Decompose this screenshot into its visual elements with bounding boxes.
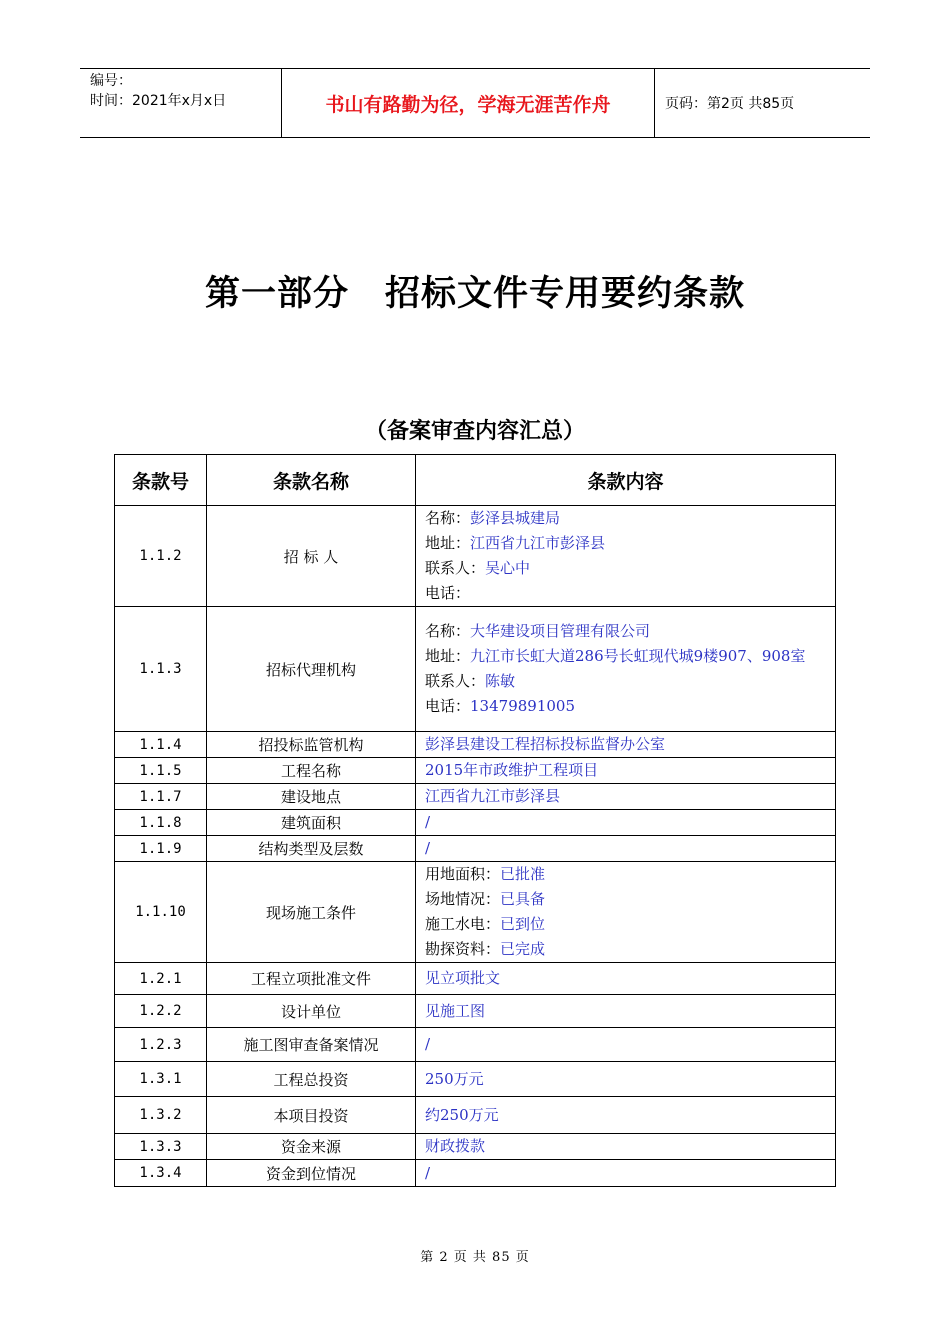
- table-row: [115, 758, 836, 784]
- content-value: /: [425, 1035, 431, 1053]
- content-label: 联系人：: [425, 559, 486, 577]
- clause-content: [416, 836, 836, 862]
- content-line: [425, 694, 827, 719]
- content-label: 电话：: [425, 697, 471, 715]
- clause-number: 1.1.9: [115, 836, 207, 862]
- content-value: 彭泽县城建局: [470, 509, 561, 527]
- number-label: 编号：: [90, 73, 132, 89]
- clause-number: 1.3.4: [115, 1160, 207, 1187]
- clause-name: 资金来源: [207, 1134, 416, 1160]
- table-row: [115, 784, 836, 810]
- content-line: [425, 732, 827, 757]
- content-label: 地址：: [425, 534, 471, 552]
- header-meta: [80, 69, 282, 137]
- clause-content: [416, 1097, 836, 1134]
- clause-number: 1.2.3: [115, 1028, 207, 1062]
- clause-name: 资金到位情况: [207, 1160, 416, 1187]
- table-row: [115, 836, 836, 862]
- content-line: [425, 1032, 827, 1057]
- table-body: [115, 506, 836, 1187]
- clause-name: 工程名称: [207, 758, 416, 784]
- content-value: 九江市长虹大道286号长虹现代城9楼907、908室: [470, 647, 806, 665]
- content-line: [425, 556, 827, 581]
- clause-number: 1.1.2: [115, 506, 207, 607]
- column-header-number: 条款号: [115, 455, 207, 506]
- clause-name: 现场施工条件: [207, 862, 416, 963]
- content-line: [425, 644, 827, 669]
- content-line: [425, 887, 827, 912]
- column-header-name: 条款名称: [207, 455, 416, 506]
- document-title: 第一部分 招标文件专用要约条款: [204, 274, 745, 314]
- content-value: 见立项批文: [425, 969, 501, 987]
- content-value: 江西省九江市彭泽县: [470, 534, 606, 552]
- content-line: [425, 784, 827, 809]
- table-row: [115, 1134, 836, 1160]
- content-line: [425, 862, 827, 887]
- content-line: [425, 1134, 827, 1159]
- content-value: 吴心中: [485, 559, 531, 577]
- clause-name: 设计单位: [207, 995, 416, 1028]
- clause-content: [416, 1028, 836, 1062]
- table-row: [115, 995, 836, 1028]
- content-value: 已批准: [500, 865, 546, 883]
- clause-content: [416, 506, 836, 607]
- content-label: 名称：: [425, 509, 471, 527]
- table-row: [115, 1097, 836, 1134]
- clause-content: [416, 1160, 836, 1187]
- clause-number: 1.1.5: [115, 758, 207, 784]
- clause-content: [416, 1062, 836, 1097]
- clause-number: 1.3.3: [115, 1134, 207, 1160]
- clause-content: [416, 732, 836, 758]
- content-value: 见施工图: [425, 1001, 486, 1020]
- content-line: [425, 758, 827, 783]
- clause-name: 建筑面积: [207, 810, 416, 836]
- clause-name: 本项目投资: [207, 1097, 416, 1134]
- table-row: [115, 810, 836, 836]
- content-line: [425, 999, 827, 1024]
- content-label: 场地情况：: [425, 890, 501, 908]
- content-label: 用地面积：: [425, 865, 501, 883]
- clause-number: 1.1.8: [115, 810, 207, 836]
- clause-name: 建设地点: [207, 784, 416, 810]
- clause-name: 结构类型及层数: [207, 836, 416, 862]
- content-label: 电话：: [425, 584, 471, 602]
- clause-number: 1.1.7: [115, 784, 207, 810]
- content-line: [425, 506, 827, 531]
- clause-content: [416, 758, 836, 784]
- content-label: 联系人：: [425, 672, 486, 690]
- content-value: 彭泽县建设工程招标投标监督办公室: [425, 735, 666, 753]
- content-value: /: [425, 1163, 431, 1182]
- clause-name: 工程总投资: [207, 1062, 416, 1097]
- clause-number: 1.1.4: [115, 732, 207, 758]
- content-value: 2015年市政维护工程项目: [425, 761, 599, 779]
- table-row: [115, 1062, 836, 1097]
- document-subtitle: （备案审查内容汇总）: [364, 419, 585, 444]
- content-value: 约250万元: [425, 1105, 499, 1124]
- content-value: 已到位: [500, 915, 546, 933]
- content-label: 地址：: [425, 647, 471, 665]
- page-footer: 第 2 页 共 85 页: [420, 1250, 530, 1265]
- clause-number: 1.1.3: [115, 607, 207, 732]
- clause-name: 施工图审查备案情况: [207, 1028, 416, 1062]
- clause-number: 1.3.2: [115, 1097, 207, 1134]
- content-line: [425, 581, 827, 606]
- table-row: [115, 1160, 836, 1187]
- content-value: 已完成: [500, 940, 546, 958]
- content-value: 大华建设项目管理有限公司: [470, 622, 651, 640]
- time-label: 时间：2021年x月x日: [90, 93, 227, 109]
- clause-name: 招 标 人: [207, 506, 416, 607]
- content-value: 250万元: [425, 1069, 484, 1088]
- table-row: [115, 1028, 836, 1062]
- content-line: [425, 1067, 827, 1092]
- content-value: /: [425, 839, 431, 857]
- clause-name: 招投标监管机构: [207, 732, 416, 758]
- table-row: [115, 506, 836, 607]
- content-line: [425, 836, 827, 861]
- content-label: 施工水电：: [425, 915, 501, 933]
- content-line: [425, 810, 827, 835]
- table-row: [115, 607, 836, 732]
- table-row: [115, 732, 836, 758]
- table-header-row: [115, 455, 836, 506]
- clause-content: [416, 963, 836, 995]
- clause-name: 招标代理机构: [207, 607, 416, 732]
- content-line: [425, 1103, 827, 1128]
- clause-number: 1.2.2: [115, 995, 207, 1028]
- content-line: [425, 531, 827, 556]
- table-row: [115, 862, 836, 963]
- content-value: 已具备: [500, 890, 546, 908]
- content-value: 13479891005: [470, 697, 575, 715]
- clause-content: [416, 862, 836, 963]
- clause-name: 工程立项批准文件: [207, 963, 416, 995]
- clause-number: 1.3.1: [115, 1062, 207, 1097]
- content-line: [425, 619, 827, 644]
- content-value: 江西省九江市彭泽县: [425, 787, 561, 805]
- content-line: [425, 937, 827, 962]
- content-line: [425, 1161, 827, 1186]
- content-label: 勘探资料：: [425, 940, 501, 958]
- clause-content: [416, 995, 836, 1028]
- content-line: [425, 669, 827, 694]
- clause-number: 1.2.1: [115, 963, 207, 995]
- content-value: /: [425, 813, 431, 831]
- column-header-content: 条款内容: [416, 455, 836, 506]
- header-motto: 书山有路勤为径，学海无涯苦作舟: [282, 69, 655, 137]
- content-label: 名称：: [425, 622, 471, 640]
- content-value: 陈敏: [485, 672, 516, 690]
- header-page-info: 页码：第2页 共85页: [665, 96, 795, 112]
- clause-content: [416, 1134, 836, 1160]
- clause-table: [114, 454, 836, 1187]
- content-value: 财政拨款: [425, 1137, 486, 1155]
- clause-number: 1.1.10: [115, 862, 207, 963]
- clause-content: [416, 784, 836, 810]
- clause-content: [416, 607, 836, 732]
- clause-content: [416, 810, 836, 836]
- content-line: [425, 912, 827, 937]
- page-header: [80, 68, 870, 138]
- table-row: [115, 963, 836, 995]
- content-line: [425, 966, 827, 991]
